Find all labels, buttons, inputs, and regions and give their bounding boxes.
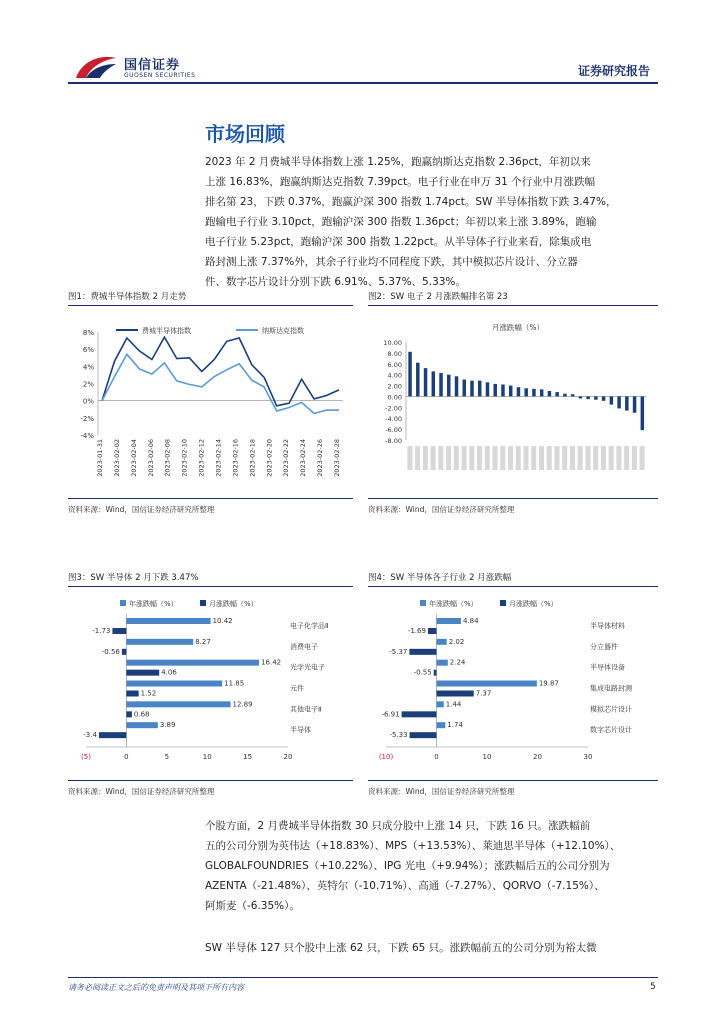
legend-swatch [120, 600, 126, 606]
category-label: 集成电路封测 [590, 684, 632, 693]
x-tick-label: 2023-02-06 [146, 439, 155, 477]
data-label: 12.89 [232, 700, 253, 709]
brand-name: 国信证券 [124, 58, 181, 73]
para-line: 路封测上涨 7.37%外，其余子行业均不同程度下跌，其中模拟芯片设计、分立器 [205, 256, 578, 268]
x-tick-label: 30 [583, 753, 593, 761]
x-category-label-placeholder [632, 446, 637, 470]
para-line: 五的公司分别为英伟达（+18.83%）、MPS（+13.53%）、莱迪思半导体（+12.10%）、 [205, 840, 621, 852]
para-line: 排名第 23，下跌 0.37%，跑赢沪深 300 指数 1.74pct。SW 半导体指数下跌 3.47%， [205, 196, 617, 208]
x-tick-label: 2023-02-10 [180, 439, 189, 477]
data-label: 4.84 [462, 617, 479, 625]
fig3-bottom-rule [68, 780, 353, 781]
bar [416, 363, 419, 397]
bar-annual [437, 722, 446, 728]
x-category-label-placeholder [462, 446, 467, 470]
x-category-label-placeholder [531, 446, 536, 470]
bar [571, 394, 574, 396]
bar [617, 396, 620, 408]
bar [439, 373, 442, 396]
bar-annual [437, 639, 447, 645]
para-line: 件、数字芯片设计分别下跌 6.91%、5.37%、5.33%。 [205, 276, 466, 288]
bar [432, 371, 435, 396]
fig4-bottom-rule [368, 780, 658, 781]
y-tick-label: 2% [82, 380, 94, 389]
fig2-source: 资料来源：Wind，国信证券经济研究所整理 [368, 505, 515, 514]
bar-monthly [126, 711, 131, 717]
x-category-label-placeholder [554, 446, 559, 470]
data-label: -0.55 [413, 668, 432, 677]
fig1-rule [68, 305, 353, 306]
fig4-hbar-chart [368, 592, 658, 772]
x-tick-label: 5 [164, 753, 170, 761]
bar [478, 381, 481, 397]
x-tick-label: 2023-02-18 [248, 439, 257, 477]
bar [532, 389, 535, 397]
x-tick-label: 2023-02-02 [112, 439, 121, 477]
x-tick-label: 10 [202, 753, 212, 761]
bar-monthly [126, 670, 159, 676]
data-label: 0.68 [133, 710, 150, 719]
bar [641, 396, 644, 430]
bar [517, 387, 520, 396]
y-tick-label: 0.00 [387, 393, 402, 402]
data-label: -0.56 [101, 647, 120, 656]
x-category-label-placeholder [640, 446, 645, 470]
legend-label: 年涨跌幅（%） [129, 600, 178, 608]
doc-type: 证券研究报告 [578, 64, 651, 78]
data-label: -3.4 [83, 731, 97, 740]
para-line: 电子行业 5.23pct，跑输沪深 300 指数 1.22pct。从半导体子行业来看，除集成电 [205, 236, 592, 248]
data-label: 3.89 [159, 721, 176, 730]
x-tick-label: 20 [533, 753, 542, 761]
bar [625, 396, 628, 410]
fig2-rule [368, 305, 658, 306]
category-label: 电子化学品Ⅱ [290, 622, 329, 630]
bar [501, 384, 504, 396]
legend-swatch [500, 600, 506, 606]
bar [424, 368, 427, 396]
x-category-label-placeholder [415, 446, 420, 470]
paragraph-2 [205, 816, 665, 916]
data-label: -5.37 [389, 647, 408, 656]
category-label: 光学光电子 [290, 663, 325, 672]
y-tick-label: -8.00 [385, 437, 402, 445]
data-label: -5.33 [389, 731, 408, 740]
bar [524, 388, 527, 396]
x-category-label-placeholder [508, 446, 513, 470]
legend-swatch [420, 600, 426, 606]
bar-annual [437, 681, 537, 687]
data-label: 7.37 [475, 689, 492, 698]
x-category-label-placeholder [570, 446, 575, 470]
fig3-source: 资料来源：Wind，国信证券经济研究所整理 [68, 787, 215, 796]
bar-annual [126, 618, 210, 624]
data-label: -1.69 [407, 627, 426, 635]
footer-rule [68, 977, 658, 978]
x-tick-label: 2023-02-24 [299, 439, 308, 477]
x-category-label-placeholder [578, 446, 583, 470]
bar-annual [126, 660, 259, 666]
x-category-label-placeholder [524, 446, 529, 470]
x-category-label-placeholder [593, 446, 598, 470]
category-label: 消费电子 [290, 642, 318, 651]
para-line: GLOBALFOUNDRIES（+10.22%）、IPG 光电（+9.94%）；涨跌幅后五的公司分别为 [205, 860, 610, 872]
fig2-bottom-rule [368, 498, 658, 499]
legend-label: 年涨跌幅（%） [429, 600, 478, 608]
chart-title: 月涨跌幅（%） [491, 323, 545, 332]
category-label: 其他电子Ⅱ [290, 705, 322, 714]
data-label: 10.42 [212, 617, 233, 625]
y-tick-label: 8% [82, 329, 94, 337]
bar [586, 396, 589, 399]
bar-annual [126, 639, 193, 645]
section-title: 市场回顾 [205, 122, 285, 146]
category-label: 半导体材料 [590, 622, 625, 630]
y-tick-label: 4% [82, 363, 94, 372]
data-label: 19.87 [538, 679, 559, 688]
bar [463, 380, 466, 397]
fig4-rule [368, 586, 658, 587]
para-line: 2023 年 2 月费城半导体指数上涨 1.25%，跑赢纳斯达克指数 2.36pct，年初以来 [205, 156, 591, 168]
bar [470, 381, 473, 397]
data-label: 1.74 [447, 721, 463, 730]
x-tick-label: 2023-02-22 [282, 439, 291, 477]
legend-swatch [200, 600, 206, 606]
fig3-hbar-chart [68, 592, 353, 772]
bar-monthly [99, 732, 126, 738]
fig1-title: 图1：费城半导体指数 2 月走势 [68, 292, 187, 302]
fig4-title: 图4：SW 半导体各子行业 2 月涨跌幅 [368, 573, 512, 583]
fig2-bar-chart [368, 310, 658, 490]
bar [447, 375, 450, 397]
header [0, 0, 724, 90]
x-category-label-placeholder [431, 446, 436, 470]
bar [633, 396, 636, 412]
bar [555, 392, 558, 396]
y-tick-label: 6.00 [387, 360, 402, 369]
bar [563, 394, 566, 397]
x-tick-label: 0 [434, 753, 439, 761]
x-tick-label: 0 [124, 753, 129, 761]
data-label: 1.52 [140, 689, 157, 698]
data-label: -6.91 [381, 710, 400, 719]
legend-label: 月涨跌幅（%） [209, 600, 258, 608]
x-category-label-placeholder [477, 446, 482, 470]
x-category-label-placeholder [562, 446, 567, 470]
category-label: 元件 [290, 684, 304, 693]
bar-monthly [428, 628, 437, 634]
y-tick-label: -2.00 [385, 404, 402, 413]
x-category-label-placeholder [438, 446, 443, 470]
y-tick-label: -2% [80, 414, 94, 423]
data-label: 11.85 [224, 679, 245, 688]
bar [579, 396, 582, 398]
bar-annual [437, 660, 448, 666]
x-category-label-placeholder [539, 446, 544, 470]
data-label: -1.73 [92, 627, 111, 635]
bar [540, 389, 543, 396]
data-label: 2.24 [449, 658, 466, 667]
bar-annual [126, 701, 230, 707]
x-tick-label: 2023-01-31 [96, 439, 104, 477]
y-tick-label: -6.00 [385, 426, 402, 435]
para-line: 个股方面，2 月费城半导体指数 30 只成分股中上涨 14 只，下跌 16 只。涨跌幅前 [205, 820, 591, 832]
page-number: 5 [650, 982, 656, 992]
legend-label: 纳斯达克指数 [262, 327, 304, 335]
x-tick-label: 2023-02-26 [316, 439, 325, 477]
bar [455, 376, 458, 396]
bar [602, 396, 605, 400]
x-category-label-placeholder [407, 446, 412, 470]
x-category-label-placeholder [624, 446, 629, 470]
x-tick-label: 15 [243, 753, 253, 761]
y-tick-label: 10.00 [383, 339, 402, 347]
bar [509, 386, 512, 397]
x-category-label-placeholder [485, 446, 490, 470]
category-label: 半导体设备 [590, 663, 625, 672]
y-tick-label: 2.00 [387, 382, 402, 391]
x-tick-label: 2023-02-08 [163, 439, 172, 477]
bar-monthly [112, 628, 126, 634]
x-tick-label: 2023-02-28 [333, 439, 341, 477]
legend-label: 费城半导体指数 [142, 327, 191, 335]
paragraph-3: SW 半导体 127 只个股中上涨 62 只，下跌 65 只。涨跌幅前五的公司分别为裕太微 [205, 942, 597, 954]
fig3-rule [68, 586, 353, 587]
x-tick-label: 2023-02-14 [214, 439, 223, 477]
x-category-label-placeholder [616, 446, 621, 470]
bar-monthly [122, 649, 127, 655]
header-rule [68, 82, 658, 84]
bar-annual [437, 618, 461, 624]
x-tick-label: 2023-02-16 [231, 439, 240, 477]
x-category-label-placeholder [601, 446, 606, 470]
series-line [102, 337, 339, 406]
y-tick-label: -4% [80, 432, 94, 440]
series-line [102, 354, 339, 413]
fig1-line-chart [68, 310, 353, 490]
bar-monthly [126, 691, 138, 697]
bar-monthly [410, 732, 437, 738]
x-category-label-placeholder [469, 446, 474, 470]
x-category-label-placeholder [423, 446, 428, 470]
fig3-title: 图3：SW 半导体 2 月下跌 3.47% [68, 573, 199, 583]
y-tick-label: 6% [82, 346, 94, 355]
y-tick-label: 0% [82, 397, 94, 406]
footer-disclaimer: 请务必阅读正文之后的免责声明及其项下所有内容 [68, 983, 244, 992]
fig1-bottom-rule [68, 498, 353, 499]
para-line: 阿斯麦（-6.35%）。 [205, 900, 300, 912]
x-category-label-placeholder [446, 446, 451, 470]
category-label: 半导体 [290, 726, 311, 735]
data-label: 4.06 [161, 668, 177, 677]
bar-monthly [434, 670, 437, 676]
bar-annual [437, 701, 444, 707]
guosen-logo-icon [72, 52, 120, 82]
category-label: 模拟芯片设计 [590, 705, 632, 714]
legend-label: 月涨跌幅（%） [509, 600, 558, 608]
x-tick-label: 2023-02-12 [197, 439, 206, 477]
bar-annual [126, 681, 222, 687]
brand-name-en: GUOSEN SECURITIES [124, 72, 196, 79]
x-category-label-placeholder [609, 446, 614, 470]
bar-annual [126, 722, 157, 728]
category-label: 分立器件 [590, 642, 618, 651]
bar-monthly [437, 691, 474, 697]
data-label: 2.02 [448, 637, 465, 646]
bar-monthly [402, 711, 437, 717]
x-category-label-placeholder [454, 446, 459, 470]
bar [486, 382, 489, 396]
bar [408, 352, 411, 397]
x-category-label-placeholder [516, 446, 521, 470]
y-tick-label: -4.00 [385, 415, 402, 424]
para-line: AZENTA（-21.48%）、英特尔（-10.71%）、高通（-7.27%）、QORVO（-7.15%）、 [205, 880, 605, 892]
fig4-source: 资料来源：Wind，国信证券经济研究所整理 [368, 787, 515, 796]
paragraph-1 [205, 152, 665, 292]
bar [610, 396, 613, 404]
fig2-title: 图2：SW 电子 2 月涨跌幅排名第 23 [368, 292, 508, 302]
category-label: 数字芯片设计 [590, 726, 632, 735]
x-tick-label: 20 [283, 753, 293, 761]
fig1-source: 资料来源：Wind，国信证券经济研究所整理 [68, 505, 215, 514]
bar [594, 396, 597, 399]
x-category-label-placeholder [493, 446, 498, 470]
data-label: 1.44 [445, 700, 462, 709]
data-label: 16.42 [261, 658, 282, 667]
bar-monthly [409, 649, 436, 655]
y-tick-label: 4.00 [387, 371, 402, 380]
x-category-label-placeholder [500, 446, 505, 470]
data-label: 8.27 [195, 637, 211, 646]
para-line: 跑输电子行业 3.10pct，跑输沪深 300 指数 1.36pct；年初以来上涨 3.89%，跑输 [205, 216, 597, 228]
x-tick-label: (5) [81, 753, 91, 761]
x-tick-label: 2023-02-20 [265, 439, 274, 477]
x-tick-label: 2023-02-04 [129, 439, 138, 477]
bar [548, 391, 551, 396]
x-tick-label: 10 [482, 753, 492, 761]
x-tick-label: (10) [378, 753, 394, 761]
para-line: 上涨 16.83%，跑赢纳斯达克指数 7.39pct。电子行业在申万 31 个行业中月涨跌幅 [205, 176, 596, 188]
y-tick-label: 8.00 [387, 349, 402, 358]
x-category-label-placeholder [585, 446, 590, 470]
x-category-label-placeholder [547, 446, 552, 470]
bar [493, 384, 496, 397]
